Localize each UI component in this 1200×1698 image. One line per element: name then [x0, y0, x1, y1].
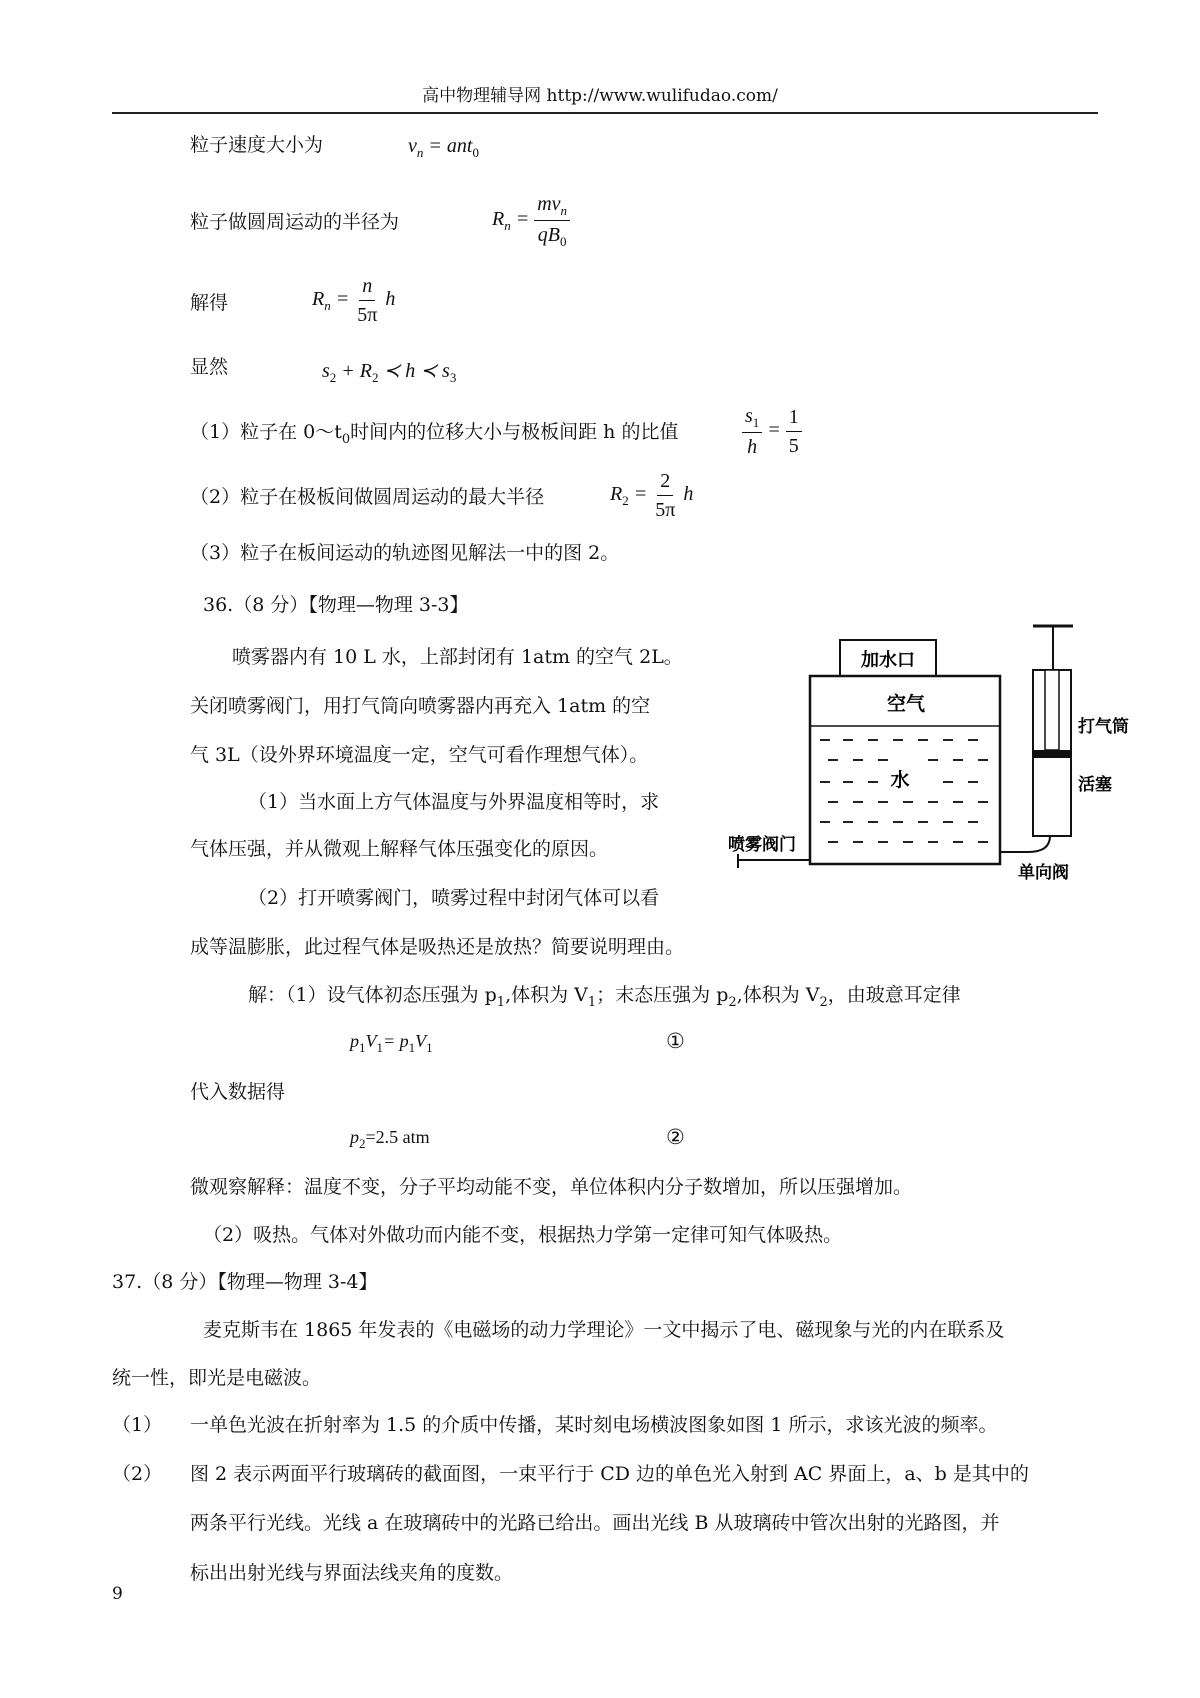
- p36-line-3: 气 3L（设外界环境温度一定，空气可看作理想气体）。: [190, 744, 649, 766]
- p37-q2-line-2: 两条平行光线。光线 a 在玻璃砖中的光路已给出。画出光线 B 从玻璃砖中管次出射的光路图，并: [190, 1512, 1000, 1534]
- sprayer-diagram: [728, 622, 1129, 882]
- piston: [1034, 750, 1070, 758]
- substitute-label: 代入数据得: [190, 1081, 286, 1103]
- speed-label: 粒子速度大小为: [190, 134, 324, 156]
- radius-label: 粒子做圆周运动的半径为: [190, 211, 400, 233]
- p36-line-1: 喷雾器内有 10 L 水，上部封闭有 1atm 的空气 2L。: [232, 646, 683, 668]
- p36-line-6: （2）打开喷雾阀门，喷雾过程中封闭气体可以看: [248, 887, 660, 909]
- eq-marker-2: ②: [666, 1125, 685, 1149]
- problem-37-title: 37.（8 分）【物理—物理 3-4】: [112, 1271, 378, 1293]
- problem-36-title: 36.（8 分）【物理—物理 3-3】: [203, 594, 469, 616]
- q3-text: （3）粒子在板间运动的轨迹图见解法一中的图 2。: [190, 542, 620, 564]
- p37-q2-line-3: 标出出射光线与界面法线夹角的度数。: [190, 1562, 514, 1584]
- p37-q2-number: （2）: [112, 1463, 163, 1485]
- page-number: 9: [112, 1584, 123, 1604]
- header-rule: [112, 112, 1098, 114]
- eq-marker-1: ①: [666, 1029, 685, 1053]
- speed-formula: $v_n = ant_0$: [408, 135, 479, 160]
- check-valve-pipe: [1000, 836, 1050, 852]
- q2-formula: $R_2$ = $\frac{2}{5\pi}$ h: [610, 467, 693, 524]
- water-label: 水: [890, 770, 910, 791]
- piston-label: 活塞: [1078, 775, 1112, 794]
- check-valve-label: 单向阀: [1018, 863, 1069, 882]
- p36-line-4: （1）当水面上方气体温度与外界温度相等时，求: [248, 791, 660, 813]
- p37-q1: 一单色光波在折射率为 1.5 的介质中传播，某时刻电场横波图象如图 1 所示，求该光波的频率。: [190, 1414, 998, 1436]
- result-equation: $p_2=2.5$ atm: [350, 1127, 430, 1151]
- p36-line-2: 关闭喷雾阀门，用打气筒向喷雾器内再充入 1atm 的空: [190, 695, 651, 717]
- micro-explanation: 微观察解释：温度不变，分子平均动能不变，单位体积内分子数增加，所以压强增加。: [190, 1176, 913, 1198]
- solve-formula: $R_n$ = $\frac{n}{5\pi}$ h: [312, 272, 395, 329]
- air-label: 空气: [886, 694, 926, 715]
- solve-label: 解得: [190, 292, 229, 314]
- fill-port-label: 加水口: [861, 650, 915, 670]
- radius-formula: $R_n$ = $\frac{mv_n}{qB_0}$: [492, 190, 570, 251]
- obvious-label: 显然: [190, 356, 229, 378]
- q1-text: （1）粒子在 $0\sim t_0$时间内的位移大小与极板间距 h 的比值: [190, 421, 679, 447]
- p37-line-2: 统一性，即光是电磁波。: [112, 1367, 322, 1389]
- p36-line-7: 成等温膨胀，此过程气体是吸热还是放热？简要说明理由。: [190, 936, 685, 958]
- p37-q2-line-1: 图 2 表示两面平行玻璃砖的截面图，一束平行于 CD 边的单色光入射到 AC 界面上，a、b 是其中的: [190, 1463, 1029, 1485]
- obvious-formula: $s_2 + R_2$ ≺ h ≺ $s_3$: [322, 360, 457, 385]
- p37-q1-number: （1）: [112, 1414, 163, 1436]
- boyle-equation: $p_1V_1= p_1V_1$: [350, 1031, 433, 1055]
- page-header: 高中物理辅导网 http://www.wulifudao.com/: [422, 86, 778, 106]
- spray-valve-label: 喷雾阀门: [728, 835, 796, 854]
- p37-line-1: 麦克斯韦在 1865 年发表的《电磁场的动力学理论》一文中揭示了电、磁现象与光的内在联系及: [203, 1319, 1005, 1341]
- answer-2: （2）吸热。气体对外做功而内能不变，根据热力学第一定律可知气体吸热。: [203, 1224, 843, 1246]
- q2-text: （2）粒子在极板间做圆周运动的最大半径: [190, 486, 545, 508]
- q1-formula: $\frac{s_1}{h}$ = $\frac{1}{5}$: [742, 402, 802, 461]
- pump-label: 打气筒: [1078, 717, 1129, 736]
- p36-line-5: 气体压强，并从微观上解释气体压强变化的原因。: [190, 838, 609, 860]
- solution-line-1: 解：（1）设气体初态压强为 $p_1$,体积为 $V_1$；末态压强为 $p_2$,体积为 $V_2$，由玻意耳定律: [248, 984, 961, 1010]
